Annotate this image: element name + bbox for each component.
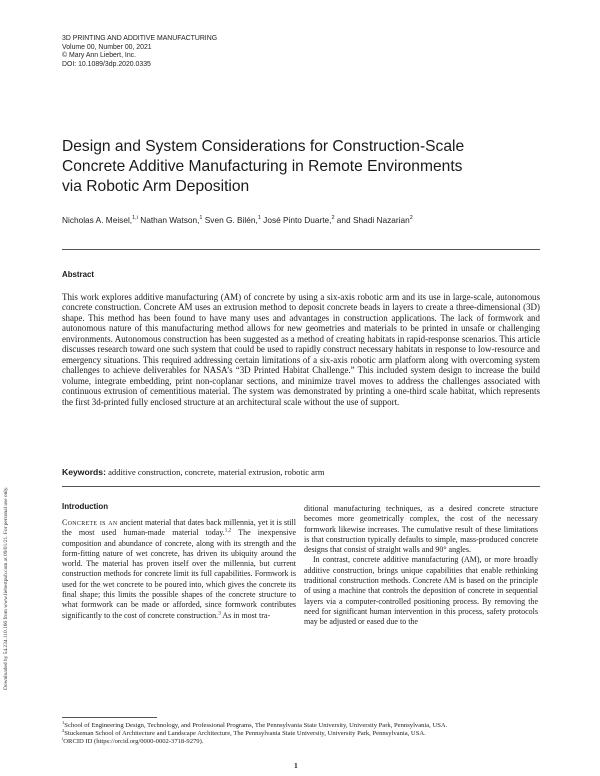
author-affiliation: 1 — [257, 215, 261, 221]
title-line-3: via Robotic Arm Deposition — [62, 178, 250, 195]
paper-title — [62, 137, 562, 197]
footnotes — [62, 722, 540, 746]
author-affiliation: 1,i — [132, 215, 138, 221]
body-column-right — [304, 504, 538, 628]
footnote — [62, 722, 540, 730]
lead-in-smallcaps: Concrete is an — [62, 518, 118, 527]
footnote-text: School of Engineering Design, Technology, and Professional Programs, The Pennsylvania State University, University Park, Pennsylvania, USA. — [64, 722, 448, 729]
intro-paragraph-2: In contrast, concrete additive manufacturing (AM), or more broadly additive construction, brings unique capabilities that enable rethinking traditional construction methods. Concrete AM is based on the principle of using a machine that controls the deposition of concrete in sequential layers via a computer-controlled positioning process. By removing the need for significant human intervention in this process, safety protocols may be adjusted or eased due to the — [304, 555, 538, 627]
footnote-text: Stuckeman School of Architecture and Landscape Architecture, The Pennsylvania State University, University Park, Pennsylvania, USA. — [64, 730, 426, 738]
footnote — [62, 738, 540, 746]
keywords-label: Keywords: — [62, 467, 106, 477]
intro-text: The inexpensive composition and abundance of concrete, along with its strength and the form-fitting nature of wet concrete, has driven its ubiquity around the world. The material has proven itself over the millennia, but current construction methods for concrete limit its full capabilities. Formwork is used for the wet concrete to be poured into, which gives the concrete its final shape; this limits the possible shapes of the concrete structure to what formwork can be made or afforded, since formwork contributes significantly to the cost of concrete construction. — [62, 528, 296, 620]
footnote — [62, 730, 540, 738]
author-name: Nathan Watson, — [137, 215, 200, 225]
copyright-notice: © Mary Ann Liebert, Inc. — [62, 52, 137, 60]
intro-text: As in most tra- — [220, 610, 271, 620]
doi-link[interactable]: DOI: 10.1089/3dp.2020.0335 — [62, 60, 151, 68]
keywords-line — [62, 467, 540, 477]
abstract-heading: Abstract — [62, 270, 95, 279]
intro-text: ancient material that dates back millennia, yet it is still the most used human-made material today. — [62, 518, 297, 538]
intro-paragraph-1-continued: ditional manufacturing techniques, as a desired concrete structure becomes more geometrically complex, the cost of the necessary formwork likewise increases. The cumulative result of these limitations is that construction typically defaults to simple, mass-produced concrete designs that consist of straight walls and 90° angles. — [304, 504, 538, 555]
divider-bottom — [62, 486, 540, 487]
introduction-heading: Introduction — [62, 502, 109, 511]
journal-header — [62, 35, 217, 69]
citation[interactable]: 1,2 — [224, 527, 232, 534]
download-side-note-text: Downloaded by 54.234.110.166 from www.liebertpub.com at 09/01/21. For personal use only. — [3, 486, 9, 690]
author-name: José Pinto Duarte, — [260, 215, 332, 225]
footnote-divider — [62, 717, 157, 718]
body-column-left — [62, 518, 296, 621]
download-side-note — [3, 240, 13, 690]
journal-name: 3D PRINTING AND ADDITIVE MANUFACTURING — [62, 35, 218, 42]
intro-paragraph-1 — [62, 518, 296, 621]
author-affiliation: 2 — [409, 215, 413, 221]
footnote-marker: i — [62, 736, 64, 742]
citation[interactable]: 3 — [218, 610, 221, 617]
title-line-1: Design and System Considerations for Construction-Scale — [62, 138, 465, 155]
page-number: 1 — [294, 761, 298, 770]
footnote-marker: 1 — [62, 720, 65, 725]
abstract-text: This work explores additive manufacturing (AM) of concrete by using a six-axis robotic arm and its use in large-scale, autonomous concrete construction. Concrete AM uses an extrusion method to deposit concrete beads in layers to create a three-dimensional (3D) shape. This method has been found to have many uses and advantages in construction applications. The lack of formwork and autonomous nature of this manufacturing method allows for new geometries and materials to be printed in unsafe or challenging environments. Autonomous construction has been suggested as a method of creating habitats in rapid-response scenarios. This article discusses research toward one such system that could be used to rapidly construct necessary habitats in response to low-resource and emergency situations. This required addressing certain limitations of a six-axis robotic arm platform along with overcoming system challenges to achieve deliverables for NASA’s “3D Printed Habitat Challenge.” This included system design to increase the build volume, integrate embedding, print non-coplanar sections, and minimize travel moves to address the challenges associated with continuous extrusion of cementitious material. The system was demonstrated by printing a one-third scale habitat, which represents the first 3d-printed fully enclosed structure at an architectural scale without the use of support. — [62, 292, 540, 407]
author-name: Sven G. Bilén, — [202, 215, 258, 225]
footnote-text[interactable]: ORCID ID (https://orcid.org/0000-0002-3718-9279). — [63, 738, 204, 746]
title-line-2: Concrete Additive Manufacturing in Remote Environments — [62, 158, 463, 175]
author-affiliation: 2 — [331, 215, 335, 221]
keywords-text: additive construction, concrete, material extrusion, robotic arm — [105, 467, 325, 477]
divider-top — [62, 249, 540, 250]
author-list — [62, 215, 413, 225]
author-name: Nicholas A. Meisel, — [62, 215, 133, 225]
author-name: and Shadi Nazarian — [334, 215, 410, 225]
journal-volume: Volume 00, Number 00, 2021 — [62, 43, 152, 51]
footnote-marker: 2 — [62, 728, 65, 734]
author-affiliation: 1 — [199, 215, 203, 221]
